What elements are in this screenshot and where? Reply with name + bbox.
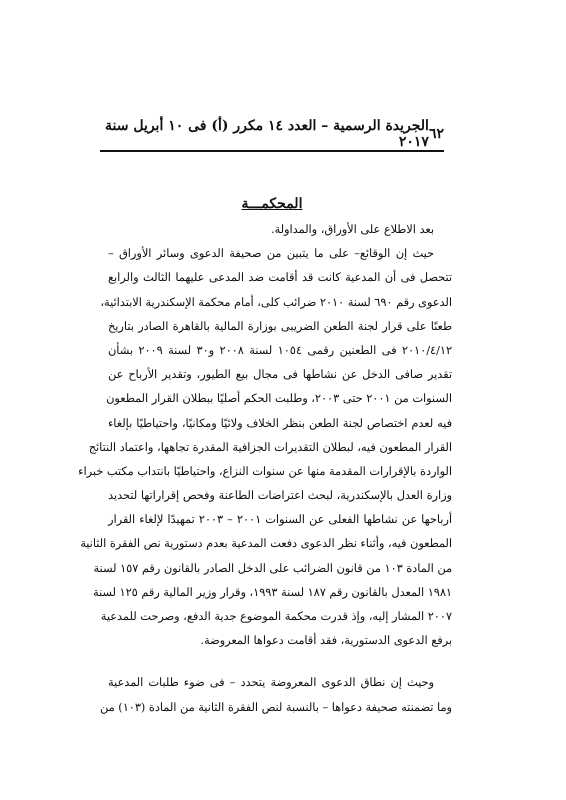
text-line: بعد الاطلاع على الأوراق، والمداولة. — [270, 223, 434, 236]
text-line: حيث إن الوقائع– على ما يتبين من صحيفة الدعوى وسائر الأوراق – — [108, 247, 434, 261]
document-body — [78, 218, 453, 720]
text-line: ٢٠٠٧ المشار إليه، وإذ قدرت محكمة الموضوع جدية الدفع، وصرحت للمدعية — [100, 610, 452, 623]
text-line: طعنًا على قرار لجنة الطعن الضريبى بوزارة المالية بالقاهرة الصادر بتاريخ — [108, 319, 452, 333]
text-line: الواردة بالإقرارات المقدمة منها عن سنوات النزاع، واحتياطيًا بانتداب مكتب خبراء — [78, 464, 452, 478]
text-line: ١٩٨١ المعدل بالقانون رقم ١٨٧ لسنة ١٩٩٣، وقرار وزير المالية رقم ١٢٥ لسنة — [92, 585, 452, 599]
text-line: ٢٠١٠/٤/١٢ فى الطعنين رقمى ١٠٥٤ لسنة ٢٠٠٨ و٣٠ لسنة ٢٠٠٩ بشأن — [108, 343, 453, 357]
page-header — [100, 120, 444, 148]
section-title-text: المحكمـــة — [241, 196, 303, 212]
paragraph — [100, 671, 452, 719]
text-line: أرباحها عن نشاطها الفعلى عن السنوات ٢٠٠١ – ٢٠٠٣ تمهيدًا لإلغاء القرار — [108, 513, 452, 527]
page-number: ٦٢ — [428, 126, 444, 142]
text-line: وحيث إن نطاق الدعوى المعروضة يتحدد – فى ضوء طلبات المدعية — [108, 676, 434, 690]
gazette-title: الجريدة الرسمية – العدد ١٤ مكرر (أ) فى ١٠ أبريل سنة ٢٠١٧ — [105, 118, 429, 150]
text-line: من المادة ١٠٣ من قانون الضرائب على الدخل الصادر بالقانون رقم ١٥٧ لسنة — [93, 561, 452, 575]
text-line: فيه لعدم اختصاص لجنة الطعن بنظر الخلاف ولائيًا ومكانيًا، واحتياطيًا بإلغاء — [108, 416, 452, 430]
header-divider — [100, 150, 444, 152]
text-line: برفع الدعوى الدستورية، فقد أقامت دعواها المعروضة. — [200, 634, 452, 648]
text-line: القرار المطعون فيه، لبطلان التقديرات الجزافية المقدرة تجاهها، واعتماد النتائج — [88, 440, 452, 454]
text-line: وما تضمنته صحيفة دعواها – بالنسبة لنص الفقرة الثانية من المادة (١٠٣) من — [100, 700, 452, 714]
text-line: تتحصل فى أن المدعية كانت قد أقامت ضد المدعى عليهما الثالث والرابع — [108, 271, 452, 285]
text-line: وزارة العدل بالإسكندرية، لبحث اعتراضات الطاعنة وفحص إقراراتها لتحديد — [108, 489, 452, 503]
paragraph — [78, 242, 453, 653]
text-line: الدعوى رقم ٦٩٠ لسنة ٢٠١٠ ضرائب كلى، أمام محكمة الإسكندرية الابتدائية، — [100, 295, 452, 309]
paragraph-gap — [108, 653, 452, 671]
text-line: السنوات من ٢٠٠١ حتى ٢٠٠٣، وطلبت الحكم أصليًا ببطلان القرار المطعون — [106, 392, 452, 406]
text-line: المطعون فيه، وأثناء نظر الدعوى دفعت المدعية بعدم دستورية نص الفقرة الثانية — [80, 537, 452, 551]
section-title — [100, 196, 444, 212]
text-line: تقدير صافى الدخل عن نشاطها فى مجال بيع الطيور، وتقدير الأرباح عن — [108, 368, 452, 382]
paragraph — [108, 218, 452, 242]
